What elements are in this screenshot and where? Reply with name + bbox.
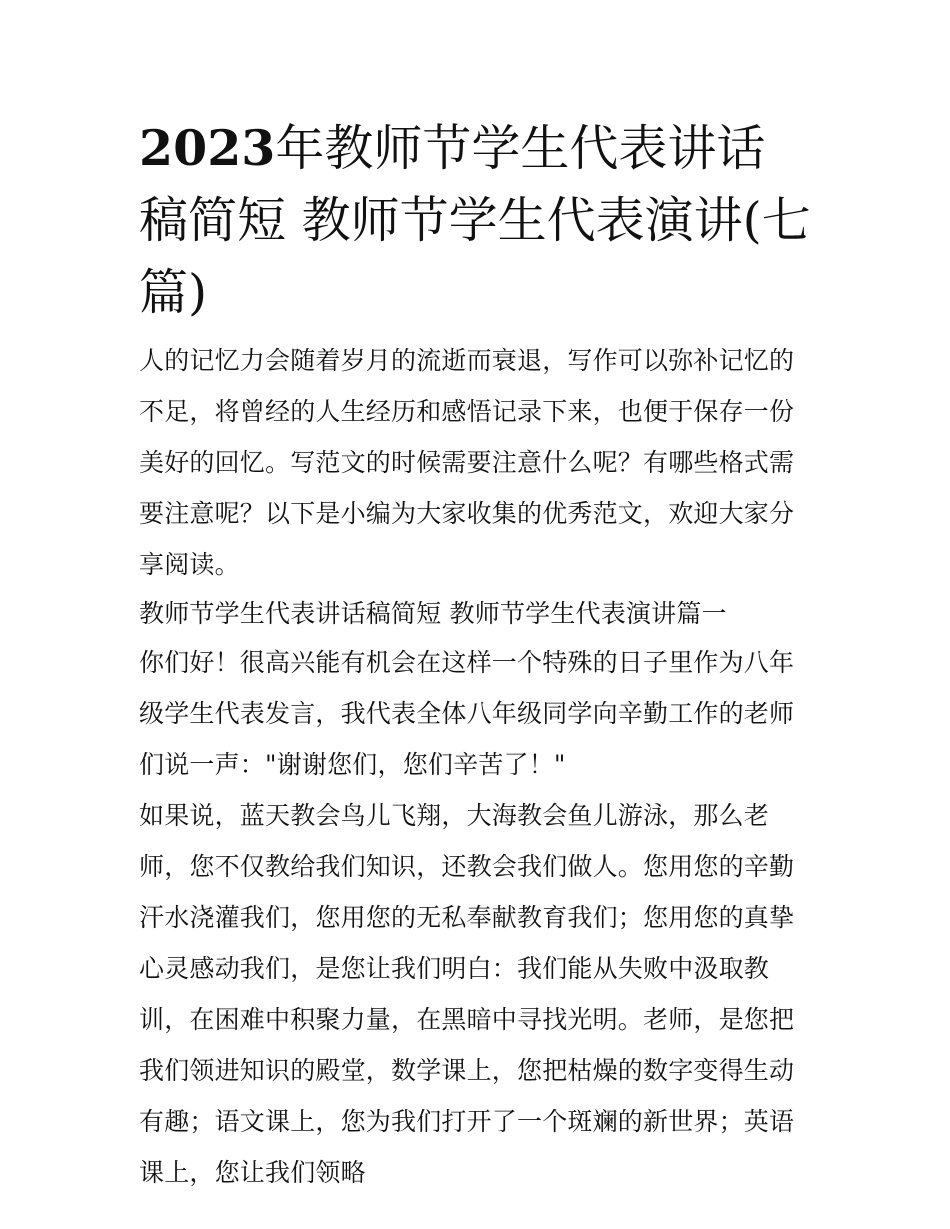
title-year: 2023	[139, 119, 276, 177]
section-heading: 教师节学生代表讲话稿简短 教师节学生代表演讲篇一	[139, 599, 727, 628]
document-title	[139, 112, 814, 329]
body-paragraph-2: 如果说，蓝天教会鸟儿飞翔，大海教会鱼儿游泳，那么老师，您不仅教给我们知识，还教会我们做人。您用您的辛勤汗水浇灌我们，您用您的无私奉献教育我们；您用您的真挚心灵感动我们，是您让我们明白：我们能从失败中汲取教训，在困难中积聚力量，在黑暗中寻找光明。老师，是您把我们领进知识的殿堂，数学课上，您把枯燥的数字变得生动有趣；语文课上，您为我们打开了一个斑斓的新世界；英语课上，您让我们领略	[139, 801, 795, 1187]
document-content	[139, 112, 814, 1198]
intro-paragraph: 人的记忆力会随着岁月的流逝而衰退，写作可以弥补记忆的不足，将曾经的人生经历和感悟记录下来，也便于保存一份美好的回忆。写范文的时候需要注意什么呢？有哪些格式需要注意呢？以下是小编为大家收集的优秀范文，欢迎大家分享阅读。	[139, 346, 795, 579]
body-paragraph-1: 你们好！很高兴能有机会在这样一个特殊的日子里作为八年级学生代表发言，我代表全体八年级同学向辛勤工作的老师们说一声："谢谢您们，您们辛苦了！"	[139, 648, 795, 779]
title-text: 年教师节学生代表讲话稿简短 教师节学生代表演讲(七篇)	[139, 120, 811, 321]
